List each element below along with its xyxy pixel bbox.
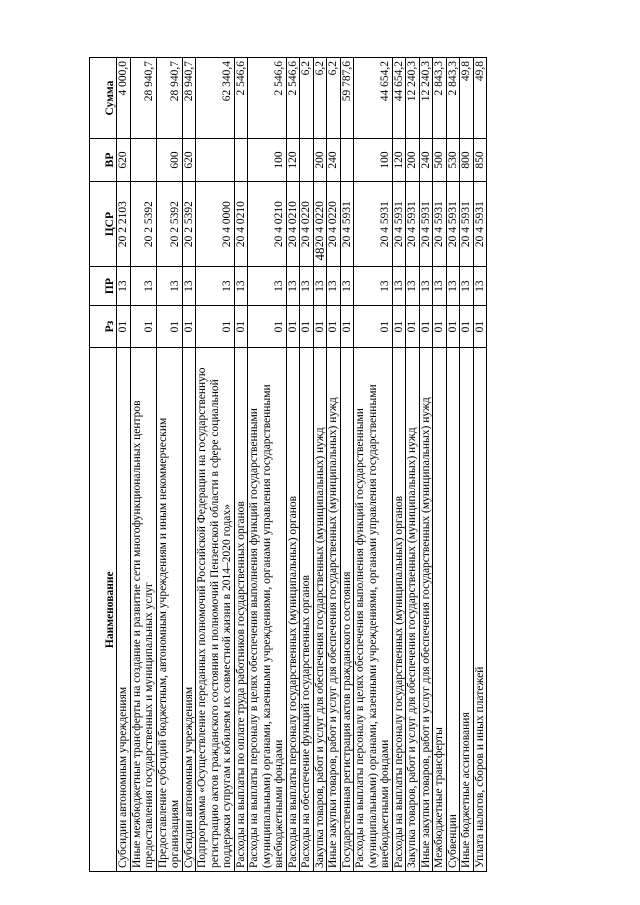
cell-vr [130,139,156,182]
cell-vr: 120 [392,139,406,182]
cell-rz: 01 [446,305,460,348]
header-vr: ВР [90,139,117,182]
cell-sum: 2 546,6 [248,58,287,139]
cell-csr: 20 4 0220 [300,181,314,267]
table-header-row [90,58,117,872]
cell-vr: 100 [354,139,393,182]
table-row [473,58,487,872]
cell-csr: 20 4 0210 [234,181,248,267]
cell-sum: 44 654,2 [392,58,406,139]
cell-csr: 20 4 5931 [460,181,474,267]
budget-table [89,57,487,872]
cell-vr: 200 [313,139,327,182]
cell-rz: 01 [130,305,156,348]
cell-vr: 620 [182,139,196,182]
page-number: 48 [312,247,327,261]
cell-pr: 13 [460,267,474,305]
cell-csr: 20 4 5931 [354,181,393,267]
cell-pr: 13 [156,267,182,305]
table-row [182,58,196,872]
cell-csr: 20 2 5392 [182,181,196,267]
cell-rz: 01 [156,305,182,348]
cell-pr: 13 [354,267,393,305]
cell-name: Иные закупки товаров, работ и услуг для обеспечения государственных (муниципальных) нужд [327,348,341,872]
table-row [327,58,341,872]
table-row [248,58,287,872]
cell-pr: 13 [446,267,460,305]
table-row [354,58,393,872]
cell-vr: 240 [327,139,341,182]
cell-name: Иные закупки товаров, работ и услуг для обеспечения государственных (муниципальных) нужд [419,348,433,872]
cell-sum: 6,2 [313,58,327,139]
cell-pr: 13 [300,267,314,305]
cell-csr: 20 2 5392 [156,181,182,267]
cell-name: Иные бюджетные ассигнования [460,348,474,872]
cell-vr: 200 [406,139,420,182]
cell-rz: 01 [117,305,131,348]
header-pr: ПР [90,267,117,305]
cell-csr: 20 4 5931 [446,181,460,267]
header-csr: ЦСР [90,181,117,267]
cell-pr: 13 [327,267,341,305]
cell-vr: 620 [117,139,131,182]
cell-name: Расходы на выплаты по оплате труда работников государственных органов [234,348,248,872]
cell-name: Субсидии автономным учреждениям [182,348,196,872]
cell-sum: 28 940,7 [156,58,182,139]
cell-pr: 13 [340,267,354,305]
cell-rz: 01 [460,305,474,348]
cell-name: Уплата налогов, сборов и иных платежей [473,348,487,872]
cell-name: Расходы на обеспечение функций государственных органов [300,348,314,872]
cell-csr: 20 4 5931 [473,181,487,267]
cell-csr: 20 4 5931 [433,181,447,267]
rotated-table-container [89,57,563,872]
cell-pr: 13 [286,267,300,305]
table-row [419,58,433,872]
cell-rz: 01 [354,305,393,348]
cell-csr: 20 4 0220 [313,181,327,267]
cell-name: Иные межбюджетные трансферты на создание и развитие сети многофункциональных центров предоставления государственных и муниципальных услуг [130,348,156,872]
cell-vr: 500 [433,139,447,182]
cell-sum: 59 787,6 [340,58,354,139]
cell-rz: 01 [248,305,287,348]
cell-sum: 49,8 [473,58,487,139]
table-row [156,58,182,872]
cell-csr: 20 4 5931 [406,181,420,267]
header-name: Наименование [90,348,117,872]
cell-name: Закупка товаров, работ и услуг для обеспечения государственных (муниципальных) нужд [406,348,420,872]
cell-csr: 20 4 0000 [196,181,235,267]
cell-csr: 20 4 5931 [392,181,406,267]
table-row [300,58,314,872]
cell-pr: 13 [117,267,131,305]
cell-rz: 01 [313,305,327,348]
cell-pr: 13 [433,267,447,305]
cell-rz: 01 [406,305,420,348]
table-row [446,58,460,872]
table-row [234,58,248,872]
table-row [340,58,354,872]
cell-rz: 01 [234,305,248,348]
cell-vr [300,139,314,182]
cell-vr [340,139,354,182]
cell-name: Расходы на выплаты персоналу в целях обеспечения выполнения функций государственными (муниципальными) органами, казенными учреждениями, органами управления государственными внебюджетными фондами [248,348,287,872]
cell-sum: 2 546,6 [234,58,248,139]
cell-csr: 20 4 0210 [286,181,300,267]
cell-rz: 01 [300,305,314,348]
cell-sum: 44 654,2 [354,58,393,139]
cell-name: Закупка товаров, работ и услуг для обеспечения государственных (муниципальных) нужд [313,348,327,872]
table-row [117,58,131,872]
cell-vr [234,139,248,182]
cell-sum: 2 843,3 [446,58,460,139]
cell-vr: 240 [419,139,433,182]
cell-sum: 6,2 [300,58,314,139]
cell-pr: 13 [392,267,406,305]
cell-csr: 20 4 5931 [340,181,354,267]
cell-sum: 12 240,3 [406,58,420,139]
cell-sum: 2 546,6 [286,58,300,139]
table-row [286,58,300,872]
cell-csr: 20 4 5931 [419,181,433,267]
cell-rz: 01 [392,305,406,348]
cell-rz: 01 [433,305,447,348]
cell-name: Межбюджетные трансферты [433,348,447,872]
cell-rz: 01 [286,305,300,348]
header-rz: Рз [90,305,117,348]
cell-sum: 2 843,3 [433,58,447,139]
cell-pr: 13 [196,267,235,305]
cell-pr: 13 [234,267,248,305]
cell-pr: 13 [473,267,487,305]
cell-vr: 850 [473,139,487,182]
cell-csr: 20 4 0210 [248,181,287,267]
cell-sum: 12 240,3 [419,58,433,139]
cell-name: Подпрограмма «Осуществление переданных полномочий Российской Федерации на государственную регистрацию актов гражданского состояния и полномочий Пензенской области в сфере социальной поддержки супругам к юбилеям их совместной жизни в 2014–2020 годах» [196,348,235,872]
cell-sum: 28 940,7 [182,58,196,139]
cell-pr: 13 [419,267,433,305]
table-row [130,58,156,872]
cell-pr: 13 [182,267,196,305]
table-row [392,58,406,872]
cell-sum: 6,2 [327,58,341,139]
cell-pr: 13 [130,267,156,305]
cell-rz: 01 [327,305,341,348]
cell-pr: 13 [248,267,287,305]
cell-sum: 49,8 [460,58,474,139]
cell-pr: 13 [406,267,420,305]
cell-rz: 01 [419,305,433,348]
header-sum: Сумма [90,58,117,139]
cell-vr: 100 [248,139,287,182]
cell-rz: 01 [182,305,196,348]
cell-vr: 800 [460,139,474,182]
cell-name: Субвенции [446,348,460,872]
table-row [433,58,447,872]
cell-name: Расходы на выплаты персоналу в целях обеспечения выполнения функций государственными (муниципальными) органами, казенными учреждениями, органами управления государственными внебюджетными фондами [354,348,393,872]
cell-sum: 4 000,0 [117,58,131,139]
cell-vr [196,139,235,182]
cell-vr: 120 [286,139,300,182]
cell-rz: 01 [473,305,487,348]
table-row [196,58,235,872]
table-row [406,58,420,872]
cell-sum: 62 340,4 [196,58,235,139]
cell-csr: 20 2 2103 [117,181,131,267]
cell-rz: 01 [340,305,354,348]
cell-name: Субсидии автономным учреждениям [117,348,131,872]
cell-csr: 20 4 0220 [327,181,341,267]
cell-vr: 600 [156,139,182,182]
cell-name: Расходы на выплаты персоналу государственных (муниципальных) органов [392,348,406,872]
cell-name: Предоставление субсидий бюджетным, автономным учреждениям и иным некоммерческим организациям [156,348,182,872]
cell-name: Расходы на выплаты персоналу государственных (муниципальных) органов [286,348,300,872]
cell-rz: 01 [196,305,235,348]
cell-csr: 20 2 5392 [130,181,156,267]
cell-vr: 530 [446,139,460,182]
table-row [460,58,474,872]
table-row [313,58,327,872]
cell-sum: 28 940,7 [130,58,156,139]
cell-pr: 13 [313,267,327,305]
cell-name: Государственная регистрация актов гражданского состояния [340,348,354,872]
